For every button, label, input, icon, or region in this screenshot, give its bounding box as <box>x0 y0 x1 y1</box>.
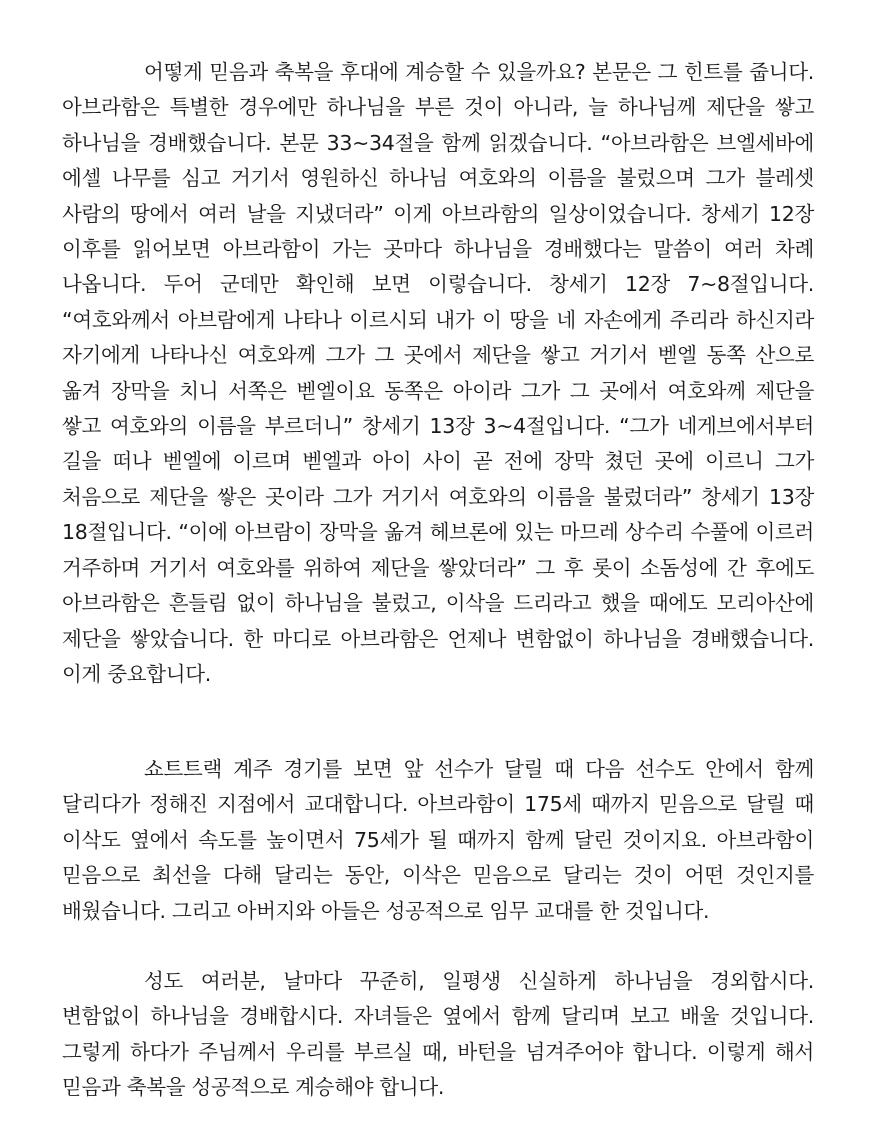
paragraph-relay-analogy: 쇼트트랙 계주 경기를 보면 앞 선수가 달릴 때 다음 선수도 안에서 함께 달리다가 정해진 지점에서 교대합니다. 아브라함이 175세 때까지 믿음으로 달릴 때 이삭도 옆에서 속도를 높이면서 75세가 될 때까지 함께 달린 것이지요. 아브라함이 믿음으로 최선을 다해 달리는 동안, 이삭은 믿음으로 달리는 것이 어떤 것인지를 배웠습니다. 그리고 아버지와 아들은 성공적으로 임무 교대를 한 것입니다. <box>62 757 814 923</box>
paragraph-exhortation: 성도 여러분, 날마다 꾸준히, 일평생 신실하게 하나님을 경외합시다. 변함없이 하나님을 경배합시다. 자녀들은 옆에서 함께 달리며 보고 배울 것입니다. 그렇게 하다가 주님께서 우리를 부르실 때, 바턴을 넘겨주어야 합니다. 이렇게 해서 믿음과 축복을 성공적으로 계승해야 합니다. <box>62 969 814 1100</box>
paragraph-abraham-worship: 어떻게 믿음과 축복을 후대에 계승할 수 있을까요? 본문은 그 힌트를 줍니다. 아브라함은 특별한 경우에만 하나님을 부른 것이 아니라, 늘 하나님께 제단을 쌓고 하나님을 경배했습니다. 본문 33~34절을 함께 읽겠습니다. “아브라함은 브엘세바에 에셀 나무를 심고 거기서 영원하신 하나님 여호와의 이름을 불렀으며 그가 블레셋 사람의 땅에서 여러 날을 지냈더라” 이게 아브라함의 일상이었습니다. 창세기 12장 이후를 읽어보면 아브라함이 가는 곳마다 하나님을 경배했다는 말씀이 여러 차례 나옵니다. 두어 군데만 확인해 보면 이렇습니다. 창세기 12장 7~8절입니다. “여호와께서 아브람에게 나타나 이르시되 내가 이 땅을 네 자손에게 주리라 하신지라 자기에게 나타나신 여호와께 그가 그 곳에서 제단을 쌓고 거기서 벧엘 동쪽 산으로 옮겨 장막을 치니 서쪽은 벧엘이요 동쪽은 아이라 그가 그 곳에서 여호와께 제단을 쌓고 여호와의 이름을 부르더니” 창세기 13장 3~4절입니다. “그가 네게브에서부터 길을 떠나 벧엘에 이르며 벧엘과 아이 사이 곧 전에 장막 쳤던 곳에 이르니 그가 처음으로 제단을 쌓은 곳이라 그가 거기서 여호와의 이름을 불렀더라” 창세기 13장 18절입니다. “이에 아브람이 장막을 옮겨 헤브론에 있는 마므레 상수리 수풀에 이르러 거주하며 거기서 여호와를 위하여 제단을 쌓았더라” 그 후 롯이 소돔성에 간 후에도 아브라함은 흔들림 없이 하나님을 불렀고, 이삭을 드리라고 했을 때에도 모리아산에 제단을 쌓았습니다. 한 마디로 아브라함은 언제나 변함없이 하나님을 경배했습니다. 이게 중요합니다. <box>62 60 814 686</box>
